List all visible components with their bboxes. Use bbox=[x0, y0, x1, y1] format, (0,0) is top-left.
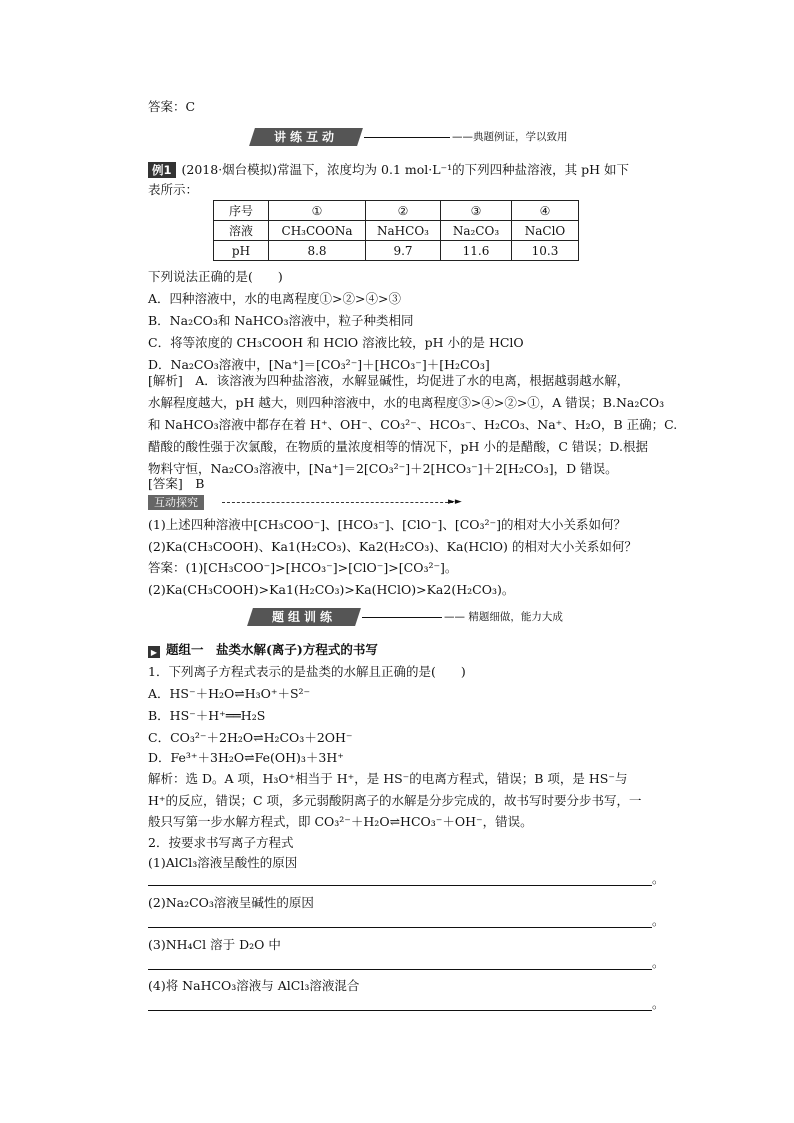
end-mark: 。 bbox=[652, 955, 665, 970]
ph-table bbox=[213, 200, 579, 261]
table-cell: ③ bbox=[441, 201, 512, 221]
banner-title-box bbox=[249, 128, 363, 146]
answer-blank[interactable] bbox=[148, 1010, 652, 1011]
banner-slogan: ——典题例证，学以致用 bbox=[452, 131, 568, 143]
q2-item: (3)NH₄Cl 溶于 D₂O 中 bbox=[148, 937, 281, 952]
q1-option-b: B．HS⁻＋H⁺══H₂S bbox=[148, 708, 266, 723]
explore-a1: 答案：(1)[CH₃COO⁻]>[HCO₃⁻]>[ClO⁻]>[CO₃²⁻]。 bbox=[148, 560, 458, 575]
explore-a2: (2)Ka(CH₃COOH)>Ka1(H₂CO₃)>Ka(HClO)>Ka2(H₂CO₃)。 bbox=[148, 582, 515, 597]
q2-item: (1)AlCl₃溶液呈酸性的原因 bbox=[148, 855, 298, 870]
table-cell: 11.6 bbox=[441, 241, 512, 261]
banner-title-box bbox=[247, 608, 361, 626]
analysis-line: 醋酸的酸性强于次氯酸，在物质的量浓度相等的情况下，pH 小的是醋酸，C 错误；D.根据 bbox=[148, 439, 648, 454]
option-b: B．Na₂CO₃和 NaHCO₃溶液中，粒子种类相同 bbox=[148, 313, 414, 328]
option-d: D．Na₂CO₃溶液中，[Na⁺]＝[CO₃²⁻]＋[HCO₃⁻]＋[H₂CO₃] bbox=[148, 357, 490, 372]
example-question: 下列说法正确的是( ) bbox=[148, 269, 283, 284]
banner-rule bbox=[362, 617, 442, 618]
dashed-rule bbox=[222, 502, 458, 503]
table-cell: pH bbox=[214, 241, 269, 261]
table-header-row bbox=[214, 201, 579, 221]
table-row bbox=[214, 221, 579, 241]
table-cell: 9.7 bbox=[366, 241, 441, 261]
table-cell: CH₃COONa bbox=[269, 221, 366, 241]
table-cell: 序号 bbox=[214, 201, 269, 221]
play-icon: ▶ bbox=[148, 646, 160, 658]
analysis-line: 水解程度越大，pH 越大，则四种溶液中，水的电离程度③>④>②>①，A 错误；B.Na₂CO₃ bbox=[148, 395, 665, 410]
explore-q2: (2)Ka(CH₃COOH)、Ka1(H₂CO₃)、Ka2(H₂CO₃)、Ka(HClO) 的相对大小关系如何？ bbox=[148, 539, 637, 554]
table-cell: Na₂CO₃ bbox=[441, 221, 512, 241]
analysis-line: [解析] A．该溶液为四种盐溶液，水解显碱性，均促进了水的电离，根据越弱越水解， bbox=[148, 373, 630, 388]
top-answer: 答案：C bbox=[148, 99, 196, 114]
answer-blank[interactable] bbox=[148, 969, 652, 970]
example-stem-line1 bbox=[148, 160, 629, 180]
explore-tag: 互动探究 bbox=[148, 495, 204, 510]
q2-item: (4)将 NaHCO₃溶液与 AlCl₃溶液混合 bbox=[148, 978, 360, 993]
banner-title: 讲练互动 bbox=[273, 130, 338, 144]
q1-option-c: C．CO₃²⁻＋2H₂O⇌H₂CO₃＋2OH⁻ bbox=[148, 730, 353, 745]
example-stem-text: (2018·烟台模拟)常温下，浓度均为 0.1 mol·L⁻¹的下列四种盐溶液，其 pH 如下 bbox=[181, 162, 629, 177]
q1-analysis-line: 般只写第一步水解方程式，即 CO₃²⁻＋H₂O⇌HCO₃⁻＋OH⁻，错误。 bbox=[148, 814, 533, 829]
banner-slogan: —— 精题细做，能力大成 bbox=[444, 611, 563, 623]
q1-option-d: D．Fe³⁺＋3H₂O⇌Fe(OH)₃＋3H⁺ bbox=[148, 750, 344, 765]
group-title bbox=[148, 640, 378, 660]
table-cell: ② bbox=[366, 201, 441, 221]
table-cell: ④ bbox=[512, 201, 579, 221]
group-title-text: 题组一 盐类水解(离子)方程式的书写 bbox=[166, 642, 378, 657]
option-c: C．将等浓度的 CH₃COOH 和 HClO 溶液比较，pH 小的是 HClO bbox=[148, 335, 524, 350]
section-banner-training bbox=[250, 608, 572, 626]
example-answer: [答案] B bbox=[148, 476, 205, 491]
q1-option-a: A．HS⁻＋H₂O⇌H₃O⁺＋S²⁻ bbox=[148, 686, 311, 701]
end-mark: 。 bbox=[652, 871, 665, 886]
q1-stem: 1．下列离子方程式表示的是盐类的水解且正确的是( ) bbox=[148, 664, 466, 679]
section-banner-practice bbox=[252, 128, 572, 146]
table-cell: 8.8 bbox=[269, 241, 366, 261]
table-cell: 10.3 bbox=[512, 241, 579, 261]
end-mark: 。 bbox=[652, 913, 665, 928]
analysis-line: 和 NaHCO₃溶液中都存在着 H⁺、OH⁻、CO₃²⁻、HCO₃⁻、H₂CO₃、Na⁺、H₂O，B 正确；C. bbox=[148, 417, 678, 432]
q1-analysis-line: 解析：选 D。A 项，H₃O⁺相当于 H⁺，是 HS⁻的电离方程式，错误；B 项，是 HS⁻与 bbox=[148, 771, 628, 786]
example-tag: 例1 bbox=[148, 162, 176, 178]
table-cell: 溶液 bbox=[214, 221, 269, 241]
table-row bbox=[214, 241, 579, 261]
q1-analysis-line: H⁺的反应，错误；C 项，多元弱酸阴离子的水解是分步完成的，故书写时要分步书写，一 bbox=[148, 793, 642, 808]
answer-blank[interactable] bbox=[148, 927, 652, 928]
banner-rule bbox=[364, 137, 450, 138]
example-stem-line2: 表所示： bbox=[148, 182, 199, 197]
q2-stem: 2．按要求书写离子方程式 bbox=[148, 835, 294, 850]
explore-q1: (1)上述四种溶液中[CH₃COO⁻]、[HCO₃⁻]、[ClO⁻]、[CO₃²⁻]的相对大小关系如何？ bbox=[148, 517, 627, 532]
end-mark: 。 bbox=[652, 996, 665, 1011]
table-cell: NaClO bbox=[512, 221, 579, 241]
banner-title: 题组训练 bbox=[271, 610, 336, 624]
q2-item: (2)Na₂CO₃溶液呈碱性的原因 bbox=[148, 895, 314, 910]
table-cell: NaHCO₃ bbox=[366, 221, 441, 241]
analysis-line: 物料守恒，Na₂CO₃溶液中，[Na⁺]＝2[CO₃²⁻]＋2[HCO₃⁻]＋2[H₂CO₃]，D 错误。 bbox=[148, 461, 618, 476]
arrow-right-icon: ►► bbox=[448, 497, 462, 507]
answer-blank[interactable] bbox=[148, 885, 652, 886]
table-cell: ① bbox=[269, 201, 366, 221]
option-a: A．四种溶液中，水的电离程度①>②>④>③ bbox=[148, 291, 401, 306]
